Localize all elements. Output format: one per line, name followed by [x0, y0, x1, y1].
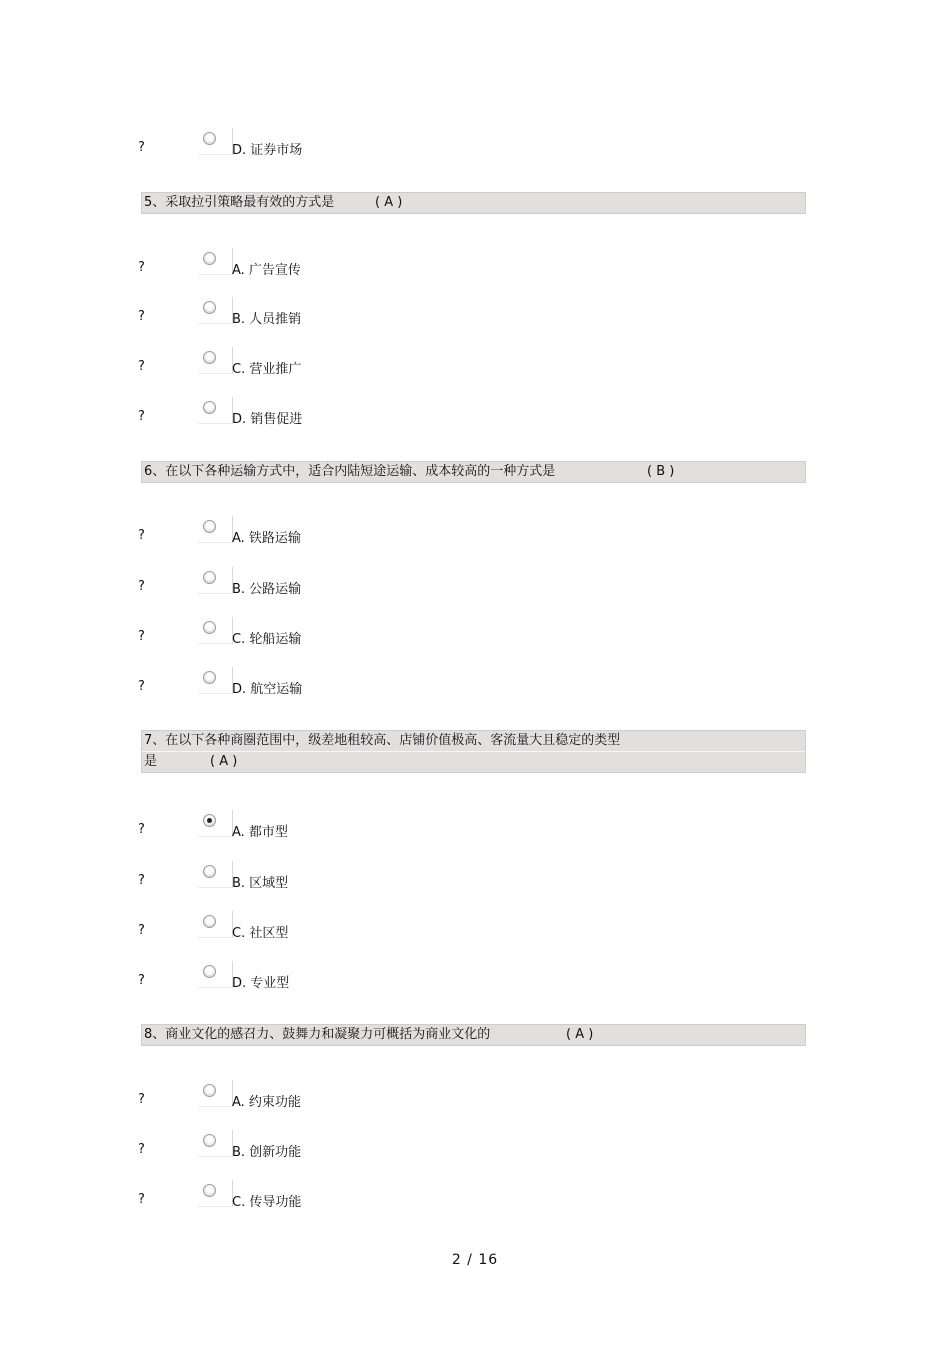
- radio-button-icon[interactable]: [203, 865, 216, 878]
- option-bullet: ?: [138, 679, 145, 694]
- q5-option-d[interactable]: [0, 397, 950, 427]
- option-bullet: ?: [138, 1142, 145, 1157]
- q4-option-d[interactable]: [0, 128, 950, 158]
- q5-option-b[interactable]: [0, 297, 950, 327]
- radio-container: [198, 297, 233, 324]
- radio-button-icon[interactable]: [203, 621, 216, 634]
- question-text: 5、采取拉引策略最有效的方式是: [144, 195, 335, 210]
- option-label: A. 约束功能: [232, 1095, 301, 1110]
- question-7: [141, 730, 806, 773]
- answer-key: ( A ): [566, 1027, 594, 1042]
- option-bullet: ?: [138, 873, 145, 888]
- radio-button-icon[interactable]: [203, 401, 216, 414]
- option-label: C. 营业推广: [232, 362, 302, 377]
- q7-option-d[interactable]: [0, 961, 950, 991]
- option-bullet: ?: [138, 923, 145, 938]
- radio-button-icon[interactable]: [203, 965, 216, 978]
- radio-button-icon[interactable]: [203, 252, 216, 265]
- radio-button-icon[interactable]: [203, 1134, 216, 1147]
- radio-button-icon[interactable]: [203, 301, 216, 314]
- option-bullet: ?: [138, 973, 145, 988]
- question-text-line-2: 是: [144, 754, 158, 769]
- radio-container: [198, 617, 233, 644]
- radio-container: [198, 347, 233, 374]
- option-bullet: ?: [138, 409, 145, 424]
- q6-option-a[interactable]: [0, 516, 950, 546]
- radio-button-icon[interactable]: [203, 915, 216, 928]
- option-label: D. 证券市场: [232, 143, 303, 158]
- question-8: [141, 1024, 806, 1046]
- radio-button-icon[interactable]: [203, 132, 216, 145]
- radio-container: [198, 397, 233, 424]
- radio-container: [198, 961, 233, 988]
- q6-option-c[interactable]: [0, 617, 950, 647]
- radio-button-icon[interactable]: [203, 1184, 216, 1197]
- option-label: D. 销售促进: [232, 412, 303, 427]
- q7-option-b[interactable]: [0, 861, 950, 891]
- radio-container: [198, 567, 233, 594]
- option-bullet: ?: [138, 140, 145, 155]
- question-text: 6、在以下各种运输方式中，适合内陆短途运输、成本较高的一种方式是: [144, 464, 556, 479]
- option-bullet: ?: [138, 260, 145, 275]
- radio-button-icon[interactable]: [203, 1084, 216, 1097]
- radio-button-icon[interactable]: [203, 671, 216, 684]
- option-label: D. 专业型: [232, 976, 290, 991]
- page-number: 2 / 16: [451, 1252, 499, 1268]
- q8-option-a[interactable]: [0, 1080, 950, 1110]
- option-bullet: ?: [138, 309, 145, 324]
- radio-container: [198, 667, 233, 694]
- option-label: C. 社区型: [232, 926, 289, 941]
- radio-container: [198, 1180, 233, 1207]
- radio-container: [198, 810, 233, 837]
- question-6: [141, 461, 806, 483]
- radio-button-icon[interactable]: [203, 571, 216, 584]
- radio-container: [198, 516, 233, 543]
- option-label: B. 公路运输: [232, 582, 302, 597]
- radio-container: [198, 128, 233, 155]
- option-bullet: ?: [138, 629, 145, 644]
- radio-container: [198, 1130, 233, 1157]
- radio-button-icon[interactable]: [203, 520, 216, 533]
- option-bullet: ?: [138, 1192, 145, 1207]
- question-text: 8、商业文化的感召力、鼓舞力和凝聚力可概括为商业文化的: [144, 1027, 491, 1042]
- question-5: [141, 192, 806, 214]
- radio-container: [198, 248, 233, 275]
- question-text-line-1: 7、在以下各种商圈范围中，级差地租较高、店铺价值极高、客流量大且稳定的类型: [144, 733, 621, 748]
- q5-option-a[interactable]: [0, 248, 950, 278]
- answer-key: ( B ): [647, 464, 675, 479]
- radio-container: [198, 861, 233, 888]
- option-label: A. 广告宣传: [232, 263, 301, 278]
- answer-key: ( A ): [375, 195, 403, 210]
- option-bullet: ?: [138, 822, 145, 837]
- option-label: A. 都市型: [232, 825, 288, 840]
- q5-option-c[interactable]: [0, 347, 950, 377]
- option-bullet: ?: [138, 579, 145, 594]
- option-label: C. 轮船运输: [232, 632, 302, 647]
- radio-container: [198, 911, 233, 938]
- option-label: A. 铁路运输: [232, 531, 301, 546]
- q8-option-b[interactable]: [0, 1130, 950, 1160]
- option-bullet: ?: [138, 1092, 145, 1107]
- option-label: C. 传导功能: [232, 1195, 302, 1210]
- q7-option-a[interactable]: [0, 810, 950, 840]
- q8-option-c[interactable]: [0, 1180, 950, 1210]
- option-label: B. 人员推销: [232, 312, 302, 327]
- q6-option-d[interactable]: [0, 667, 950, 697]
- answer-key: ( A ): [210, 754, 238, 769]
- q7-option-c[interactable]: [0, 911, 950, 941]
- option-bullet: ?: [138, 359, 145, 374]
- option-bullet: ?: [138, 528, 145, 543]
- option-label: B. 创新功能: [232, 1145, 302, 1160]
- option-label: B. 区域型: [232, 876, 289, 891]
- radio-container: [198, 1080, 233, 1107]
- option-label: D. 航空运输: [232, 682, 303, 697]
- q6-option-b[interactable]: [0, 567, 950, 597]
- radio-button-checked-icon[interactable]: [203, 814, 216, 827]
- radio-button-icon[interactable]: [203, 351, 216, 364]
